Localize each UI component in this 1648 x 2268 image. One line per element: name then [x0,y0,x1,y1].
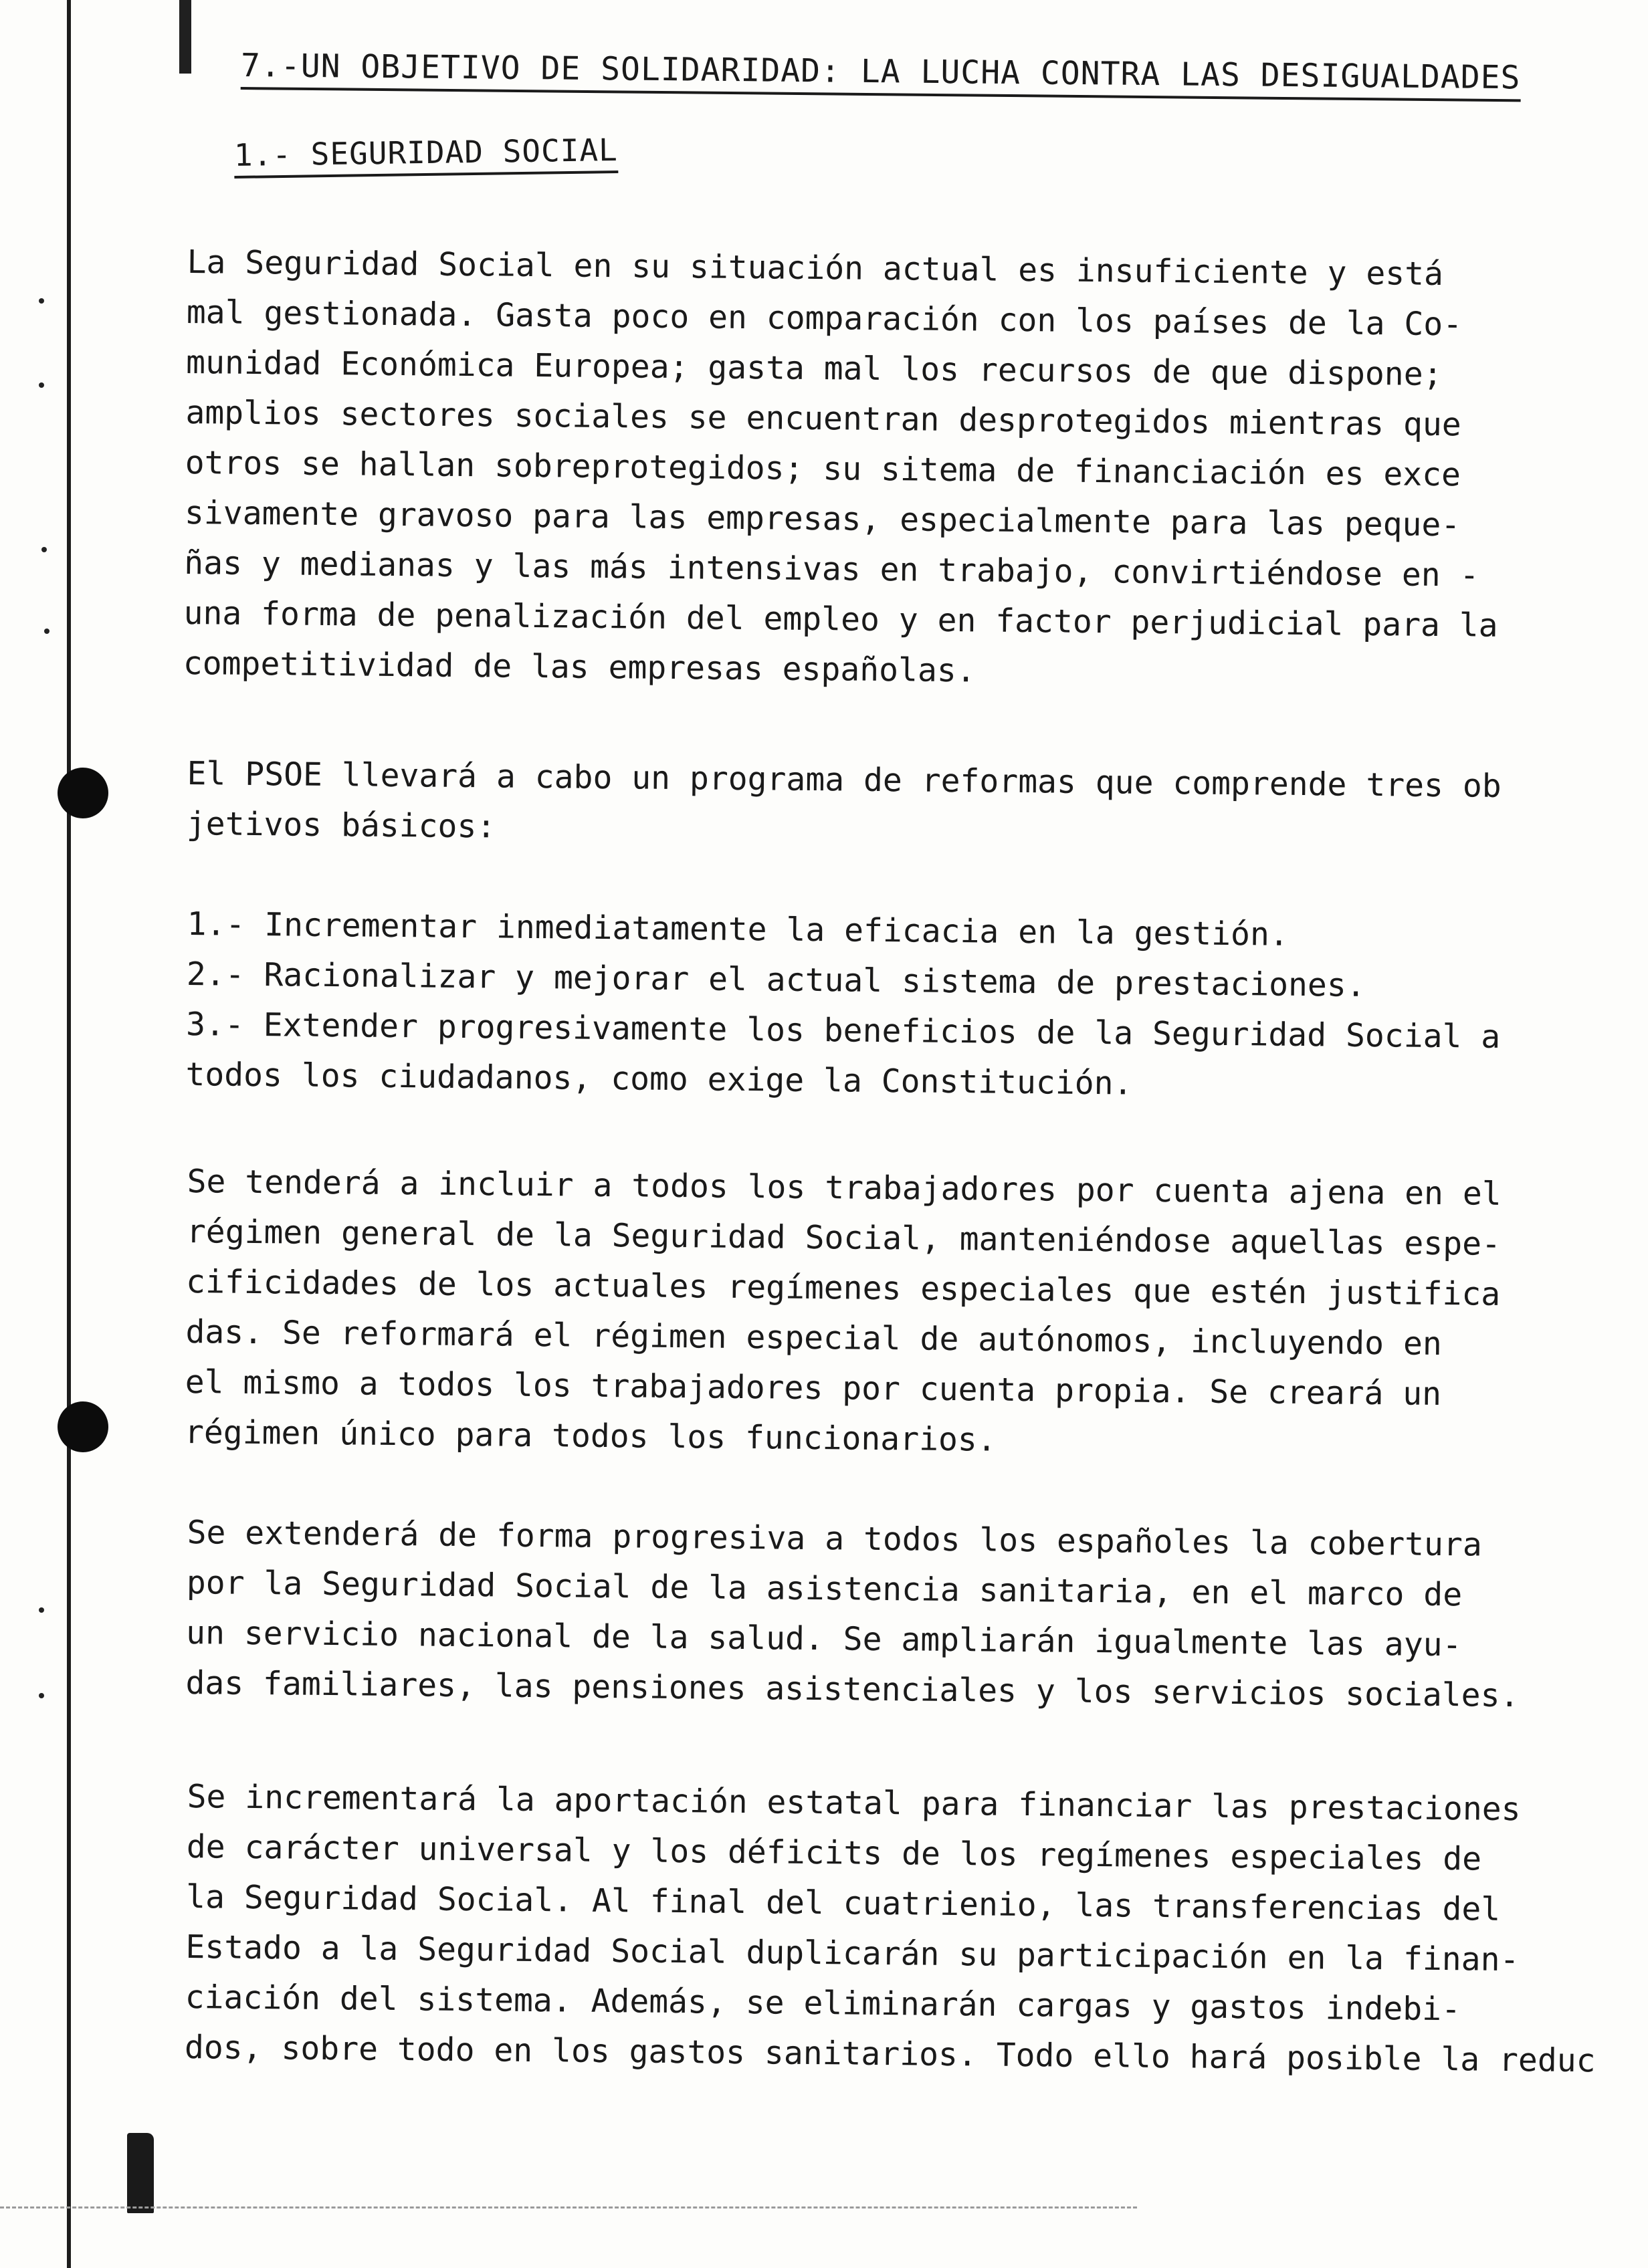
scan-mark-bottom [127,2133,154,2213]
text-line: régimen único para todos los funcionarios. [184,1413,997,1459]
text-line: Se incrementará la aportación estatal para financiar las prestaciones [187,1777,1521,1829]
paragraph-current-situation [183,237,1592,702]
text-line: sivamente gravoso para las empresas, especialmente para las peque- [184,493,1461,544]
text-line: das familiares, las pensiones asistenciales y los servicios sociales. [185,1664,1520,1715]
text-line: el mismo a todos los trabajadores por cuenta propia. Se creará un [185,1363,1442,1413]
punch-hole-lower [58,1401,108,1452]
section-title: 7.-UN OBJETIVO DE SOLIDARIDAD: LA LUCHA CONTRA LAS DESIGUALDADES [241,47,1521,102]
text-line: por la Seguridad Social de la asistencia sanitaria, en el marco de [186,1563,1463,1614]
text-line: cificidades de los actuales regímenes especiales que estén justifica [185,1262,1501,1313]
paragraph-reform-program [187,749,1592,863]
text-line: una forma de penalización del empleo y en factor perjudicial para la [183,594,1498,645]
text-line: dos, sobre todo en los gastos sanitarios. Todo ello hará posible la reduc [184,2028,1596,2080]
speck [39,382,44,388]
text-line: das. Se reformará el régimen especial de autónomos, incluyendo en [185,1313,1443,1363]
text-line: jetivos básicos: [186,804,496,846]
speck [44,629,49,634]
text-line: régimen general de la Seguridad Social, manteniéndose aquellas espe- [186,1212,1502,1263]
text-line: competitividad de las empresas españolas. [183,644,976,690]
paragraph-state-funding [184,1772,1596,2086]
text-line: otros se hallan sobreprotegidos; su sitema de financiación es exce [185,443,1461,494]
speck [39,1693,44,1698]
text-line: Se tenderá a incluir a todos los trabajadores por cuenta ajena en el [187,1162,1502,1213]
objectives-list [185,899,1592,1113]
text-line: mal gestionada. Gasta poco en comparación con los países de la Co- [186,293,1463,344]
text-line: El PSOE llevará a cabo un programa de reformas que comprende tres ob [187,754,1502,805]
text-line: la Seguridad Social. Al final del cuatrienio, las transferencias del [185,1878,1501,1928]
text-line: ciación del sistema. Además, se eliminarán cargas y gastos indebi- [185,1978,1461,2029]
speck [39,1607,44,1613]
subsection-title: 1.- SEGURIDAD SOCIAL [234,132,619,179]
text-line: un servicio nacional de la salud. Se ampliarán igualmente las ayu- [185,1613,1462,1664]
paragraph-general-regime [185,1157,1592,1471]
speck [41,547,47,552]
text-line: Estado a la Seguridad Social duplicarán su participación en la finan- [185,1928,1520,1979]
scan-mark-top [179,0,191,74]
text-line: de carácter universal y los déficits de los regímenes especiales de [186,1827,1482,1878]
text-line: munidad Económica Europea; gasta mal los recursos de que dispone; [185,343,1443,394]
list-item: 1.- Incrementar inmediatamente la eficacia en la gestión. [187,905,1290,953]
paragraph-health-coverage [185,1508,1592,1722]
punch-hole-upper [58,768,108,818]
list-item: todos los ciudadanos, como exige la Constitución. [185,1055,1133,1103]
speck [39,298,44,304]
scan-edge-dashes [0,2206,1137,2208]
text-line: Se extenderá de forma progresiva a todos los españoles la cobertura [187,1513,1483,1564]
text-line: ñas y medianas y las más intensivas en trabajo, convirtiéndose en - [184,544,1479,594]
list-item: 3.- Extender progresivamente los beneficios de la Seguridad Social a [185,1005,1501,1056]
binder-edge-line [67,0,71,2268]
list-item: 2.- Racionalizar y mejorar el actual sistema de prestaciones. [186,955,1366,1004]
text-line: amplios sectores sociales se encuentran desprotegidos mientras que [185,393,1461,444]
text-line: La Seguridad Social en su situación actual es insuficiente y está [187,243,1444,294]
